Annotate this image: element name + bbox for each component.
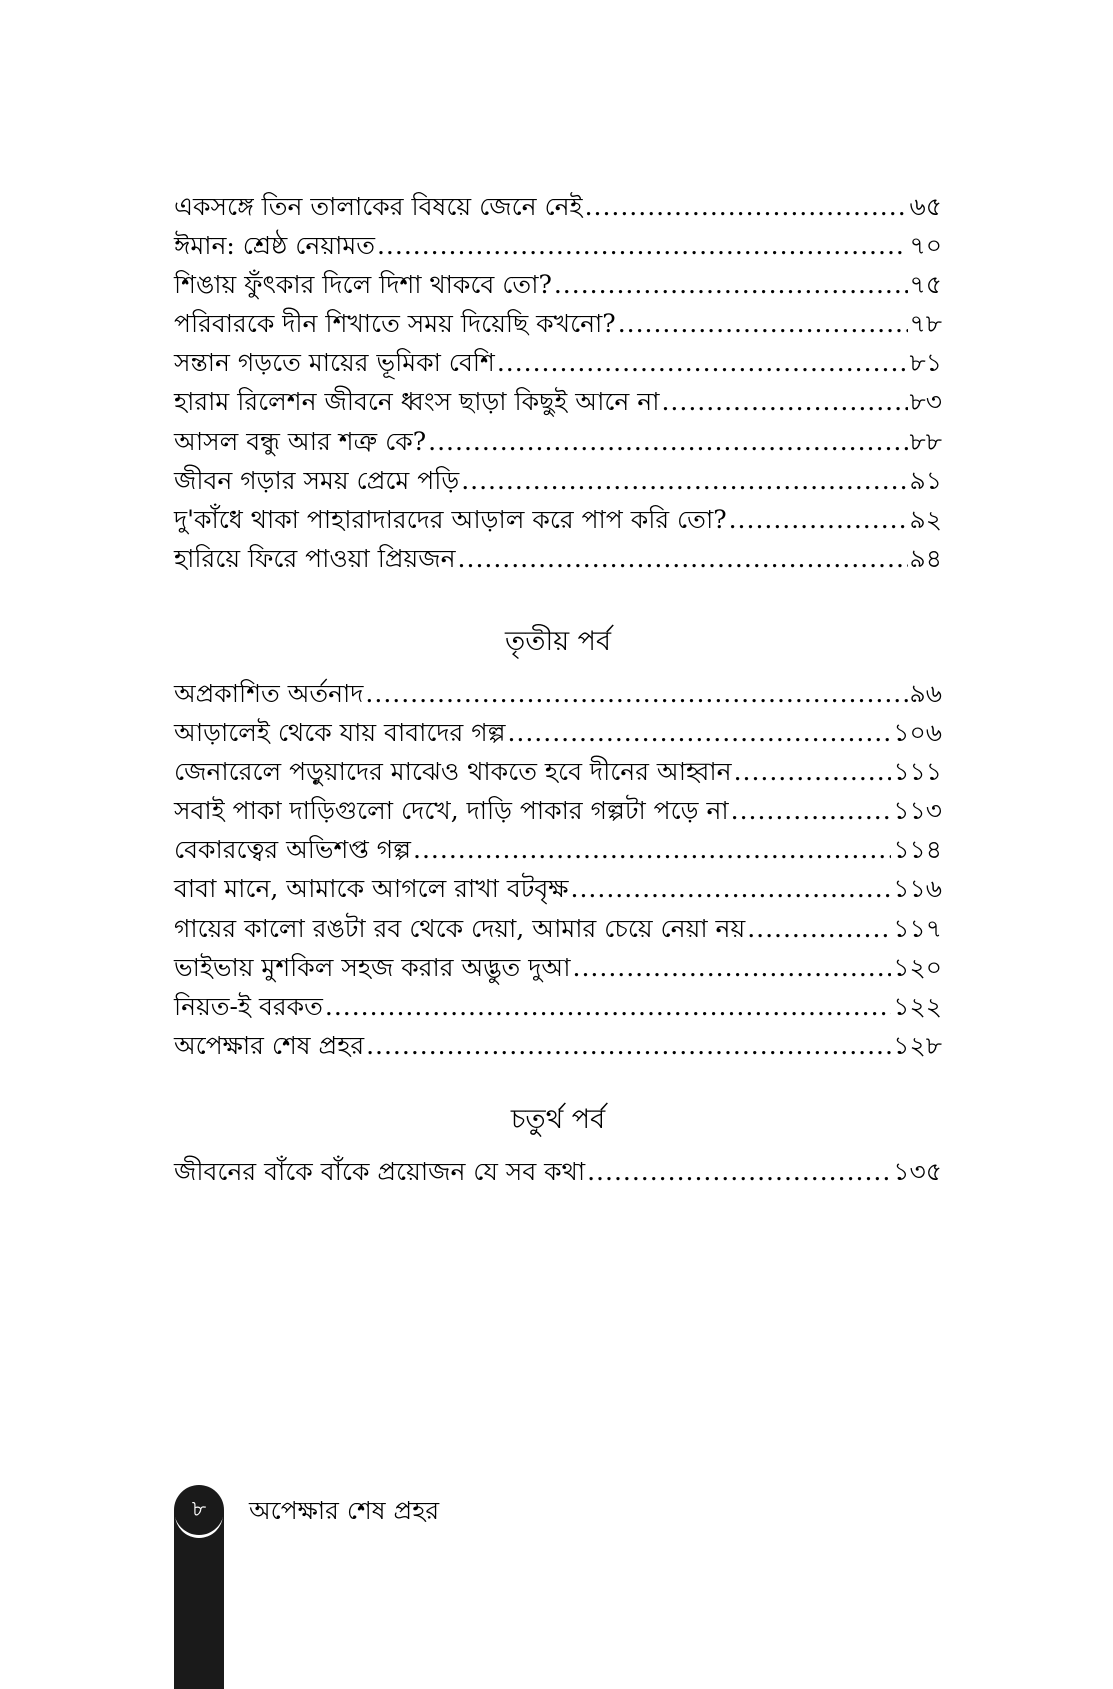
toc-entry-page: ১৩৫	[893, 1157, 942, 1186]
toc-entry-title: জীবনের বাঁকে বাঁকে প্রয়োজন যে সব কথা	[174, 1157, 586, 1186]
section-heading-part-three: তৃতীয় পর্ব	[504, 626, 612, 657]
dot-leader	[428, 422, 907, 461]
toc-entry-title: নিয়ত-ই বরকত	[174, 991, 323, 1021]
dot-leader	[734, 752, 892, 791]
toc-entry[interactable]	[174, 1152, 942, 1191]
toc-entry[interactable]	[174, 500, 942, 539]
toc-entry-title: অপেক্ষার শেষ প্রহর	[174, 1030, 365, 1060]
toc-entry-title: পরিবারকে দীন শিখাতে সময় দিয়েছি কখনো?	[174, 309, 616, 339]
toc-entry-title: আড়ালেই থেকে যায় বাবাদের গল্প	[174, 718, 506, 748]
footer-strip	[174, 1510, 224, 1689]
toc-part-two	[174, 187, 942, 578]
toc-entry-title: হারাম রিলেশন জীবনে ধ্বংস ছাড়া কিছুই আনে না	[174, 387, 660, 417]
toc-entry-title: ঈমান: শ্রেষ্ঠ নেয়ামত	[174, 231, 375, 261]
toc-entry[interactable]	[174, 382, 942, 421]
dot-leader	[585, 187, 908, 226]
toc-entry-page: ৭৫	[909, 270, 942, 300]
toc-entry-page: ১০৬	[893, 718, 942, 748]
toc-entry-page: ১১৭	[893, 913, 942, 943]
toc-entry-page: ৮১	[909, 348, 942, 378]
toc-entry-page: ১২০	[893, 952, 942, 982]
toc-entry[interactable]	[174, 674, 942, 713]
toc-entry[interactable]	[174, 461, 942, 500]
dot-leader	[747, 909, 891, 948]
toc-entry-page: ১১৪	[893, 835, 942, 865]
toc-entry-page: ৭৮	[909, 309, 942, 339]
dot-leader	[731, 791, 892, 830]
dot-leader	[507, 713, 891, 752]
dot-leader	[366, 1026, 891, 1065]
footer-book-title: অপেক্ষার শেষ প্রহর	[249, 1496, 440, 1525]
dot-leader	[661, 382, 907, 421]
toc-entry[interactable]	[174, 791, 942, 830]
dot-leader	[325, 987, 891, 1026]
toc-entry-page: ৯৪	[909, 543, 942, 573]
toc-entry-page: ১১৩	[893, 796, 942, 826]
toc-entry-page: ৮৩	[909, 387, 942, 417]
toc-entry-title: গায়ের কালো রঙটা রব থেকে দেয়া, আমার চেয়ে নেয়া নয়	[174, 913, 746, 943]
toc-entry[interactable]	[174, 187, 942, 226]
toc-entry-title: বাবা মানে, আমাকে আগলে রাখা বটবৃক্ষ	[174, 874, 569, 904]
toc-entry[interactable]	[174, 226, 942, 265]
toc-entry-title: জীবন গড়ার সময় প্রেমে পড়ি	[174, 465, 460, 495]
toc-entry-page: ১১৬	[893, 874, 942, 904]
toc-entry-page: ৬৫	[909, 192, 942, 221]
toc-entry[interactable]	[174, 343, 942, 382]
toc-entry-title: শিঙায় ফুঁৎকার দিলে দিশা থাকবে তো?	[174, 270, 552, 300]
toc-part-four	[174, 1152, 942, 1191]
toc-entry-page: ৯২	[909, 504, 942, 534]
toc-entry-title: অপ্রকাশিত অর্তনাদ	[174, 679, 364, 708]
toc-entry[interactable]	[174, 909, 942, 948]
toc-entry[interactable]	[174, 422, 942, 461]
toc-entry-title: সবাই পাকা দাড়িগুলো দেখে, দাড়ি পাকার গল্পটা পড়ে না	[174, 796, 729, 826]
toc-entry-title: সন্তান গড়তে মায়ের ভূমিকা বেশি	[174, 348, 495, 378]
toc-entry[interactable]	[174, 948, 942, 987]
toc-entry-title: ভাইভায় মুশকিল সহজ করার অদ্ভুত দুআ	[174, 952, 571, 982]
toc-entry[interactable]	[174, 539, 942, 578]
section-heading-part-four: চতুর্থ পর্ব	[510, 1104, 606, 1135]
toc-entry[interactable]	[174, 265, 942, 304]
toc-entry-page: ৯৬	[909, 679, 942, 708]
toc-entry[interactable]	[174, 752, 942, 791]
toc-entry-page: ১২২	[893, 991, 942, 1021]
toc-entry-title: বেকারত্বের অভিশপ্ত গল্প	[174, 835, 412, 865]
dot-leader	[458, 539, 908, 578]
dot-leader	[461, 461, 907, 500]
dot-leader	[365, 674, 907, 713]
toc-entry[interactable]	[174, 987, 942, 1026]
toc-part-three	[174, 674, 942, 1065]
toc-entry[interactable]	[174, 713, 942, 752]
toc-entry[interactable]	[174, 1026, 942, 1065]
dot-leader	[618, 304, 908, 343]
dot-leader	[729, 500, 908, 539]
footer-page-number: ৮	[174, 1485, 224, 1535]
toc-entry-page: ৮৮	[909, 426, 942, 456]
toc-entry-page: ৯১	[909, 465, 942, 495]
dot-leader	[554, 265, 908, 304]
toc-entry-title: একসঙ্গে তিন তালাকের বিষয়ে জেনে নেই	[174, 192, 583, 221]
toc-entry-page: ৭০	[909, 231, 942, 261]
dot-leader	[573, 948, 892, 987]
dot-leader	[587, 1152, 891, 1191]
toc-entry[interactable]	[174, 869, 942, 908]
toc-entry[interactable]	[174, 304, 942, 343]
toc-entry-title: আসল বন্ধু আর শত্রু কে?	[174, 426, 427, 456]
dot-leader	[571, 869, 892, 908]
dot-leader	[377, 226, 908, 265]
toc-entry-title: দু'কাঁধে থাকা পাহারাদারদের আড়াল করে পাপ করি তো?	[174, 504, 727, 534]
dot-leader	[413, 830, 891, 869]
toc-entry-title: জেনারেলে পড়ুয়াদের মাঝেও থাকতে হবে দীনের আহ্বান	[174, 757, 732, 787]
toc-entry-page: ১২৮	[893, 1030, 942, 1060]
toc-entry[interactable]	[174, 830, 942, 869]
toc-entry-title: হারিয়ে ফিরে পাওয়া প্রিয়জন	[174, 543, 456, 573]
toc-entry-page: ১১১	[893, 757, 942, 787]
dot-leader	[497, 343, 908, 382]
